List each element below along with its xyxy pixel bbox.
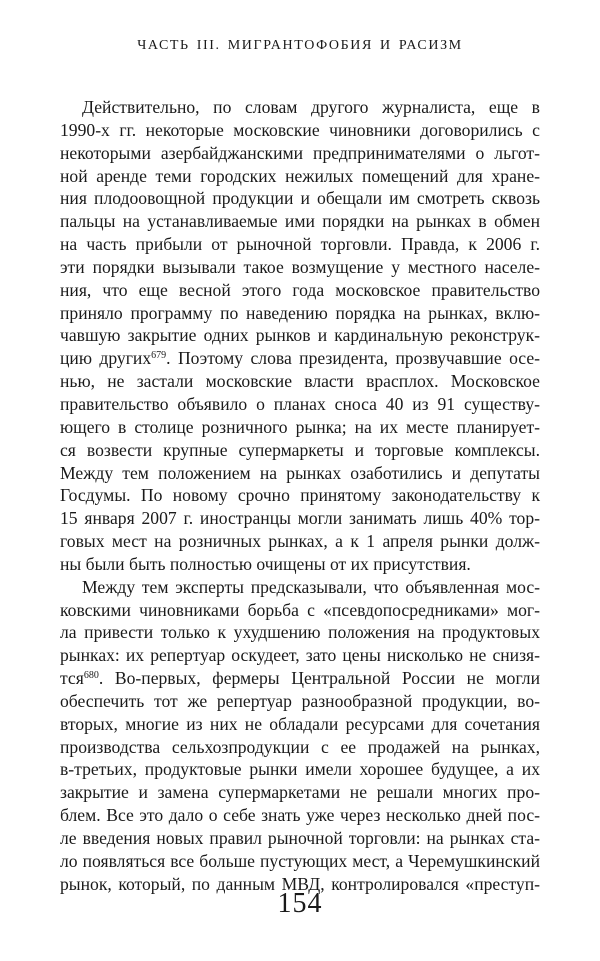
text-line: говых мест на розничных рынках, а к 1 апреля рынки долж- xyxy=(60,531,540,552)
text-fragment: тся xyxy=(60,668,84,689)
footnote-ref-680[interactable]: 680 xyxy=(83,670,99,682)
text-line: 15 января 2007 г. иностранцы могли занимать лишь 40% тор- xyxy=(60,508,540,529)
text-line: приняло программу по наведению порядка на рынках, вклю- xyxy=(60,302,540,323)
text-line: ле введения новых правил рыночной торговли: на рынках ста- xyxy=(60,828,540,848)
text-line: ющего в столице розничного рынка; на их месте планирует- xyxy=(60,416,540,437)
text-line: вторых, многие из них не обладали ресурсами для сочетания xyxy=(60,713,540,734)
text-fragment: Поэтому слова президента, прозвучавшие осе- xyxy=(170,348,540,369)
text-line: обеспечить тот же репертуар разнообразной продукции, во- xyxy=(60,690,540,711)
text-line: ла привести только к ухудшению положения на продуктовых xyxy=(60,622,540,643)
text-line: в-третьих, продуктовые рынки имели хорошее будущее, а их xyxy=(60,759,540,780)
text-line: производства сельхозпродукции с ее продажей на рынках, xyxy=(60,736,540,757)
text-line: чавшую закрытие одних рынков и кардинальную реконструк- xyxy=(60,325,540,346)
paragraph-1 xyxy=(60,96,540,576)
text-line: ния, что еще весной этого года московское правительство xyxy=(60,279,540,300)
text-line: ной аренде теми городских нежилых помещений для хране- xyxy=(60,165,540,186)
text-line: нью, не застали московские власти врасплох. Московское xyxy=(60,371,540,392)
running-header: ЧАСТЬ III. МИГРАНТОФОБИЯ И РАСИЗМ xyxy=(137,38,463,53)
text-line: некоторыми азербайджанскими предпринимателями о льгот- xyxy=(60,142,540,163)
text-line: Между тем эксперты предсказывали, что объявленная мос- xyxy=(82,576,540,597)
text-line: ния плодоовощной продукции и обещали им смотреть сквозь xyxy=(60,188,540,209)
page-number: 154 xyxy=(277,888,323,919)
text-line: ны были быть полностью очищены от их присутствия. xyxy=(60,553,471,574)
text-line: эти порядки вызывали такое возмущение у местного населе- xyxy=(60,256,540,277)
text-line: ся возвести крупные супермаркеты и торговые комплексы. xyxy=(60,439,540,460)
text-line: пальцы на устанавливаемые ими порядки на рынках в обмен xyxy=(60,211,540,232)
text-line: блем. Все это дало о себе знать уже через несколько дней пос- xyxy=(60,805,540,826)
text-line-with-footnote xyxy=(60,667,540,690)
text-line: Между тем положением на рынках озаботились и депутаты xyxy=(60,462,540,483)
text-line: правительство объявило о планах сноса 40 из 91 существу- xyxy=(60,393,540,414)
text-fragment: Во-первых, фермеры Центральной России не могли xyxy=(103,668,540,689)
paragraph-2 xyxy=(60,576,540,896)
text-line: ло появляться все больше пустующих мест, а Черемушкинский xyxy=(60,850,540,871)
text-line: закрытие и замена супермаркетами не решали многих про- xyxy=(60,782,540,803)
text-fragment: . xyxy=(166,348,171,369)
text-line: рынках: их репертуар оскудеет, зато цены нисколько не снизя- xyxy=(60,645,540,666)
text-line: на часть прибыли от рыночной торговли. Правда, к 2006 г. xyxy=(60,234,540,255)
footnote-ref-679[interactable]: 679 xyxy=(151,350,167,362)
text-line: 1990-х гг. некоторые московские чиновники договорились с xyxy=(60,119,540,140)
text-line: Действительно, по словам другого журналиста, еще в xyxy=(82,97,540,117)
text-fragment: цию других xyxy=(60,348,152,369)
text-line: рынок, который, по данным МВД, контролировался «преступ- xyxy=(60,873,540,894)
text-line: ковскими чиновниками борьба с «псевдопосредниками» мог- xyxy=(60,599,540,620)
body-text xyxy=(60,96,540,896)
text-line-with-footnote xyxy=(60,347,540,370)
text-line: Госдумы. По новому срочно принятому законодательству к xyxy=(60,485,540,506)
text-fragment: . xyxy=(98,668,104,689)
